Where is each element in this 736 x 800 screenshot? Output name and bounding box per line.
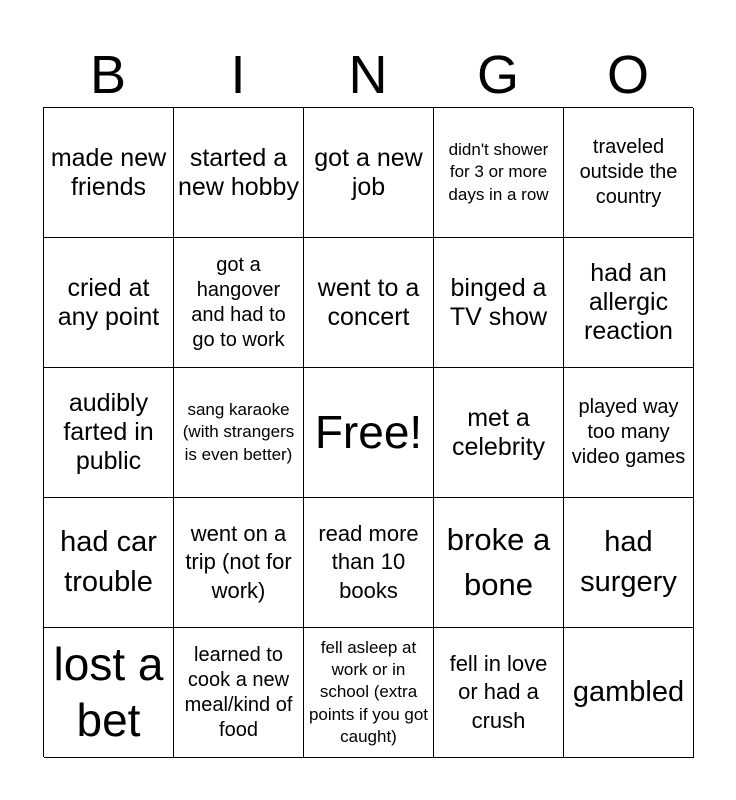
cell-text: binged a TV show — [449, 273, 548, 331]
bingo-cell[interactable] — [304, 628, 434, 758]
cell-text: sang karaoke (with strangers is even better) — [182, 400, 295, 464]
header-letter-n: N — [348, 45, 388, 105]
cell-text: had surgery — [580, 526, 677, 598]
header-letter-i: I — [230, 45, 246, 105]
bingo-cell[interactable] — [304, 108, 434, 238]
bingo-cell[interactable] — [174, 368, 304, 498]
bingo-cell[interactable] — [434, 368, 564, 498]
bingo-cell[interactable] — [434, 498, 564, 628]
header-letter-b: B — [89, 45, 127, 105]
cell-text: audibly farted in public — [63, 389, 154, 475]
bingo-cell[interactable] — [434, 628, 564, 758]
cell-text: played way too many video games — [571, 396, 686, 468]
cell-text: cried at any point — [57, 273, 160, 331]
bingo-cell[interactable] — [564, 238, 694, 368]
cell-text: read more than 10 books — [318, 521, 419, 603]
bingo-cell[interactable] — [564, 498, 694, 628]
bingo-card-grid — [43, 107, 693, 757]
bingo-cell[interactable] — [564, 368, 694, 498]
cell-text: made new friends — [50, 143, 167, 201]
header-letter-o: O — [606, 45, 649, 105]
bingo-cell[interactable] — [304, 238, 434, 368]
free-space-cell[interactable] — [304, 368, 434, 498]
cell-text: got a hangover and had to go to work — [191, 253, 286, 351]
bingo-cell[interactable] — [44, 238, 174, 368]
cell-text: went to a concert — [317, 273, 420, 331]
cell-text: broke a bone — [446, 522, 551, 602]
bingo-cell[interactable] — [174, 238, 304, 368]
cell-text: met a celebrity — [451, 403, 546, 461]
bingo-cell[interactable] — [434, 108, 564, 238]
cell-text: learned to cook a new meal/kind of food — [184, 643, 293, 741]
bingo-cell[interactable] — [564, 628, 694, 758]
cell-text: got a new job — [314, 143, 423, 201]
bingo-cell[interactable] — [44, 628, 174, 758]
cell-text: fell in love or had a crush — [449, 651, 548, 733]
bingo-cell[interactable] — [44, 498, 174, 628]
cell-text: fell asleep at work or in school (extra points if you got caught) — [308, 638, 429, 746]
header-letter-g: G — [476, 45, 519, 105]
cell-text: started a new hobby — [178, 143, 299, 201]
cell-text: had car trouble — [60, 526, 157, 598]
cell-text: Free! — [314, 405, 423, 458]
bingo-header — [43, 42, 693, 108]
cell-text: went on a trip (not for work) — [185, 521, 292, 603]
bingo-cell[interactable] — [434, 238, 564, 368]
bingo-cell[interactable] — [304, 498, 434, 628]
bingo-cell[interactable] — [174, 108, 304, 238]
cell-text: traveled outside the country — [579, 136, 678, 208]
cell-text: didn't shower for 3 or more days in a row — [448, 140, 549, 204]
cell-text: had an allergic reaction — [584, 259, 673, 345]
bingo-cell[interactable] — [44, 108, 174, 238]
bingo-cell[interactable] — [564, 108, 694, 238]
cell-text: lost a bet — [53, 638, 164, 746]
bingo-cell[interactable] — [174, 498, 304, 628]
bingo-cell[interactable] — [44, 368, 174, 498]
cell-text: gambled — [572, 675, 685, 708]
bingo-cell[interactable] — [174, 628, 304, 758]
